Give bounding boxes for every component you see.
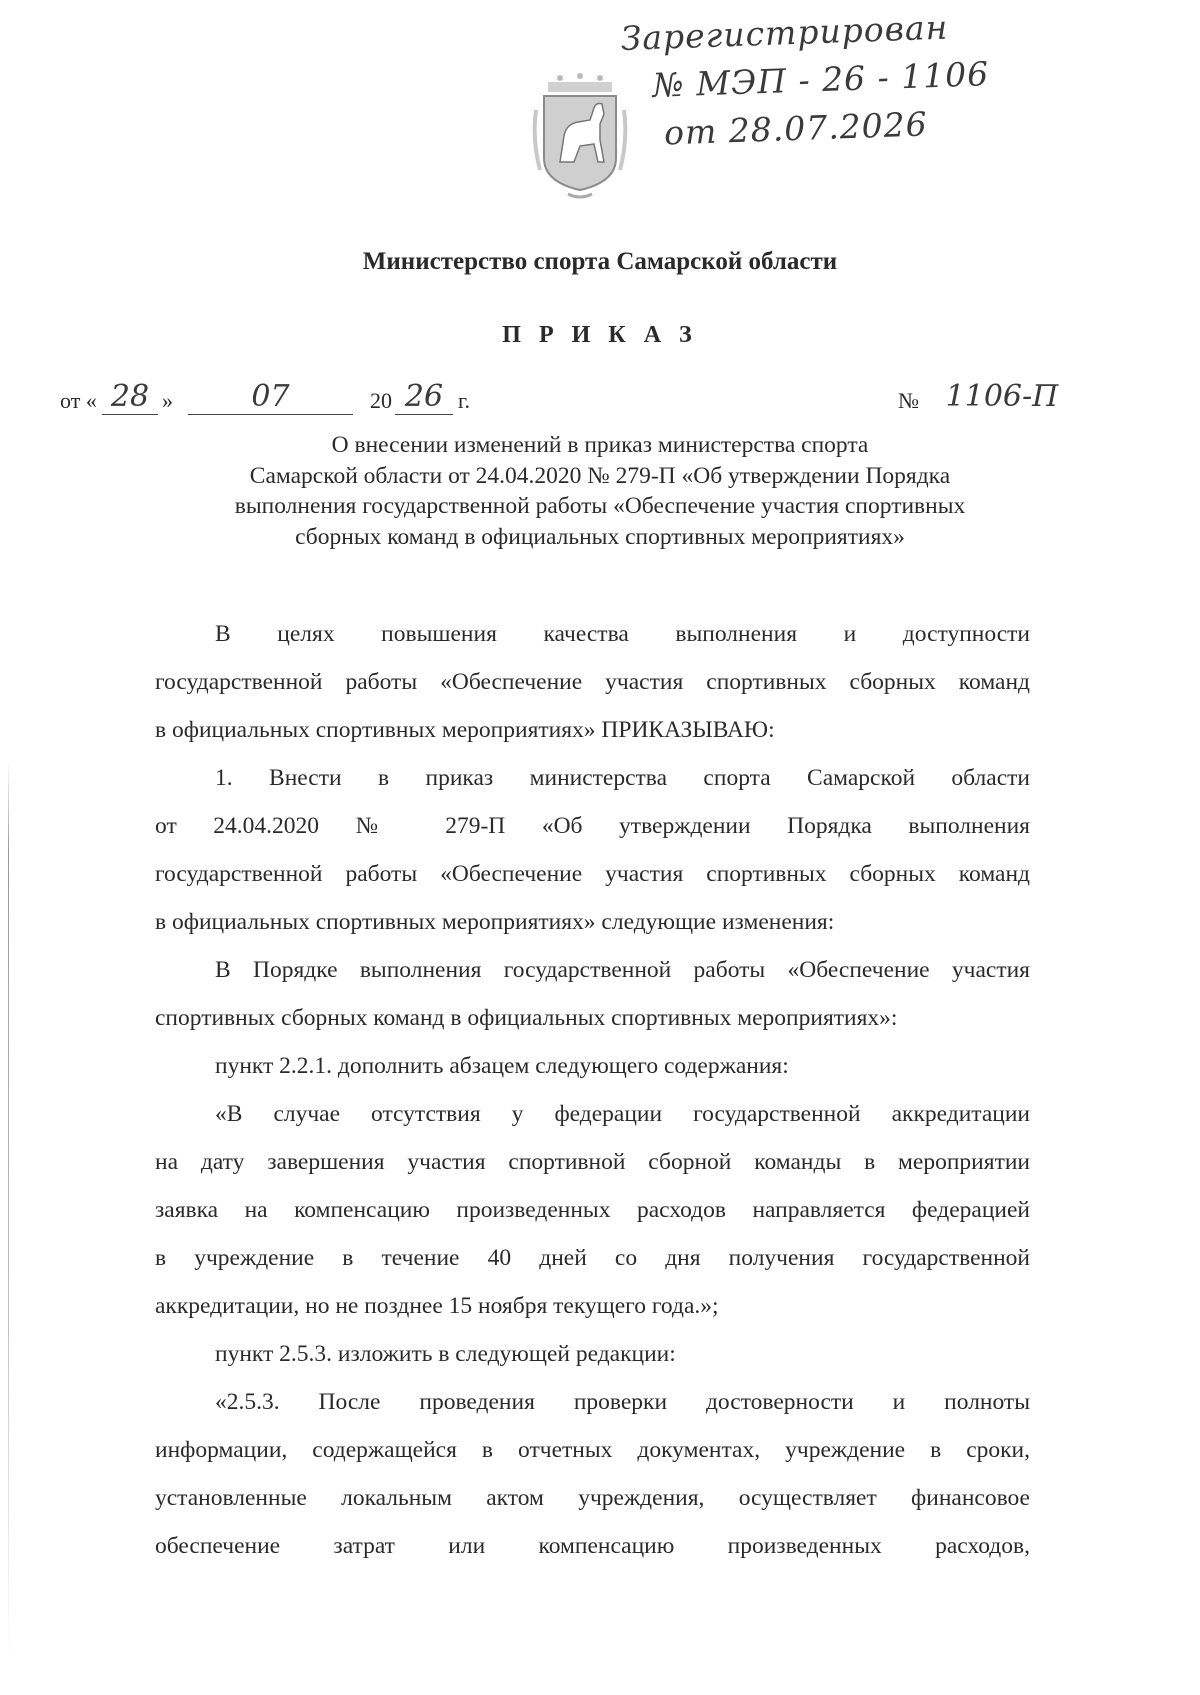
scan-edge-line	[8, 760, 9, 1660]
body-line: обеспечение затрат или компенсацию произведенных расходов,	[155, 1533, 1030, 1559]
date-prefix: от «	[60, 388, 97, 413]
subject-line: сборных команд в официальных спортивных мероприятиях»	[295, 523, 905, 550]
body-line: «В случае отсутствия у федерации государственной аккредитации	[215, 1101, 1030, 1127]
body-line: «2.5.3. После проведения проверки достоверности и полноты	[215, 1389, 1030, 1415]
body-line: пункт 2.2.1. дополнить абзацем следующего содержания:	[215, 1053, 789, 1079]
registration-note-line: от 28.07.2026	[663, 104, 929, 153]
registration-note	[620, 0, 1095, 159]
date-year-end: г.	[458, 388, 471, 413]
subject-line: Самарской области от 24.04.2020 № 279-П «Об утверждении Порядка	[249, 462, 951, 489]
body-line: государственной работы «Обеспечение участия спортивных сборных команд	[155, 861, 1030, 887]
order-subject	[150, 430, 1050, 552]
body-line: установленные локальным актом учреждения, осуществляет финансовое	[155, 1485, 1030, 1511]
date-line	[60, 380, 1140, 420]
body-line: пункт 2.5.3. изложить в следующей редакции:	[215, 1341, 676, 1367]
date-year-prefix: 20	[370, 388, 392, 413]
date-year-suffix: 26	[395, 380, 453, 415]
number-prefix: №	[898, 388, 919, 413]
body-line: В Порядке выполнения государственной работы «Обеспечение участия	[215, 957, 1030, 983]
body-line: в официальных спортивных мероприятиях» ПРИКАЗЫВАЮ:	[155, 717, 775, 743]
body-line: информации, содержащейся в отчетных документах, учреждение в сроки,	[155, 1437, 1030, 1463]
body-line: В целях повышения качества выполнения и доступности	[215, 621, 1030, 647]
subject-line: О внесении изменений в приказ министерства спорта	[331, 432, 869, 458]
body-line: в учреждение в течение 40 дней со дня получения государственной	[155, 1245, 1030, 1271]
registration-note-line: № МЭП - 26 - 1106	[651, 54, 990, 105]
date-month: 07	[188, 380, 353, 415]
order-number: 1106-П	[945, 379, 1059, 414]
body-line: заявка на компенсацию произведенных расходов направляется федерацией	[155, 1197, 1030, 1223]
date-day: 28	[102, 380, 158, 415]
ministry-name: Министерство спорта Самарской области	[362, 248, 838, 275]
body-line: в официальных спортивных мероприятиях» следующие изменения:	[155, 909, 835, 935]
coat-of-arms-icon	[530, 70, 630, 200]
body-line: от 24.04.2020 № 279-П «Об утверждении Порядка выполнения	[155, 813, 1030, 839]
date-mid: »	[162, 388, 173, 413]
order-title: П Р И К А З	[502, 322, 698, 348]
body-line: на дату завершения участия спортивной сборной команды в мероприятии	[155, 1149, 1030, 1175]
subject-line: выполнения государственной работы «Обеспечение участия спортивных	[234, 493, 966, 519]
body-line: государственной работы «Обеспечение участия спортивных сборных команд	[155, 669, 1030, 695]
order-body	[155, 610, 1030, 1570]
body-line: спортивных сборных команд в официальных спортивных мероприятиях»:	[155, 1005, 898, 1031]
registration-note-line: Зарегистрирован	[620, 7, 949, 58]
body-line: 1. Внести в приказ министерства спорта Самарской области	[215, 765, 1030, 791]
body-line: аккредитации, но не позднее 15 ноября текущего года.»;	[155, 1293, 719, 1319]
